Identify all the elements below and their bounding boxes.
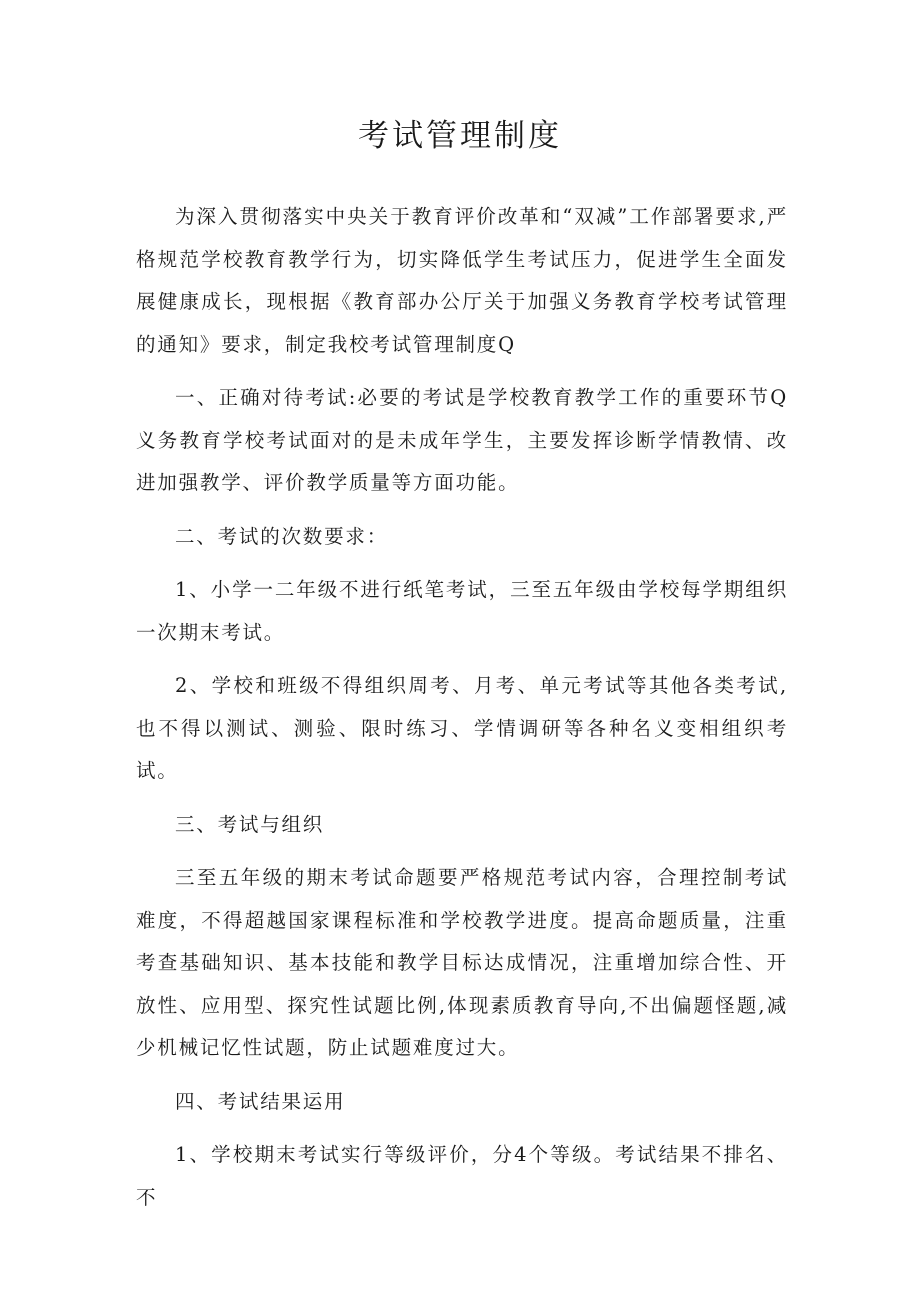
section-3-paragraph: 三至五年级的期末考试命题要严格规范考试内容，合理控制考试难度，不得超越国家课程标准和学校教学进度。提高命题质量，注重考查基础知识、基本技能和教学目标达成情况，注重增加综合性、开放性、应用型、探究性试题比例,体现素质教育导向,不出偏题怪题,减少机械记忆性试题，防止试题难度过大。 xyxy=(136,866,788,1059)
intro-paragraph: 为深入贯彻落实中央关于教育评价改革和“双减”工作部署要求,严格规范学校教育教学行为，切实降低学生考试压力，促进学生全面发展健康成长，现根据《教育部办公厅关于加强义务教育学校考试管理的通知》要求，制定我校考试管理制度Q xyxy=(136,205,788,356)
document-body xyxy=(136,196,788,1219)
section-2-item-2: 2、学校和班级不得组织周考、月考、单元考试等其他各类考试,也不得以测试、测验、限时练习、学情调研等各种名义变相组织考试。 xyxy=(136,674,788,782)
page-title: 考试管理制度 xyxy=(358,118,562,154)
section-4-item-1: 1、学校期末考试实行等级评价，分4个等级。考试结果不排名、不 xyxy=(136,1143,788,1209)
section-4-heading: 四、考试结果运用 xyxy=(175,1089,346,1113)
section-1-paragraph: 一、正确对待考试:必要的考试是学校教育教学工作的重要环节Q义务教育学校考试面对的是未成年学生，主要发挥诊断学情教情、改进加强教学、评价教学质量等方面功能。 xyxy=(136,386,788,494)
section-2-heading: 二、考试的次数要求： xyxy=(175,524,389,548)
section-3-heading: 三、考试与组织 xyxy=(175,812,325,836)
section-2-item-1: 1、小学一二年级不进行纸笔考试，三至五年级由学校每学期组织一次期末考试。 xyxy=(136,578,788,644)
